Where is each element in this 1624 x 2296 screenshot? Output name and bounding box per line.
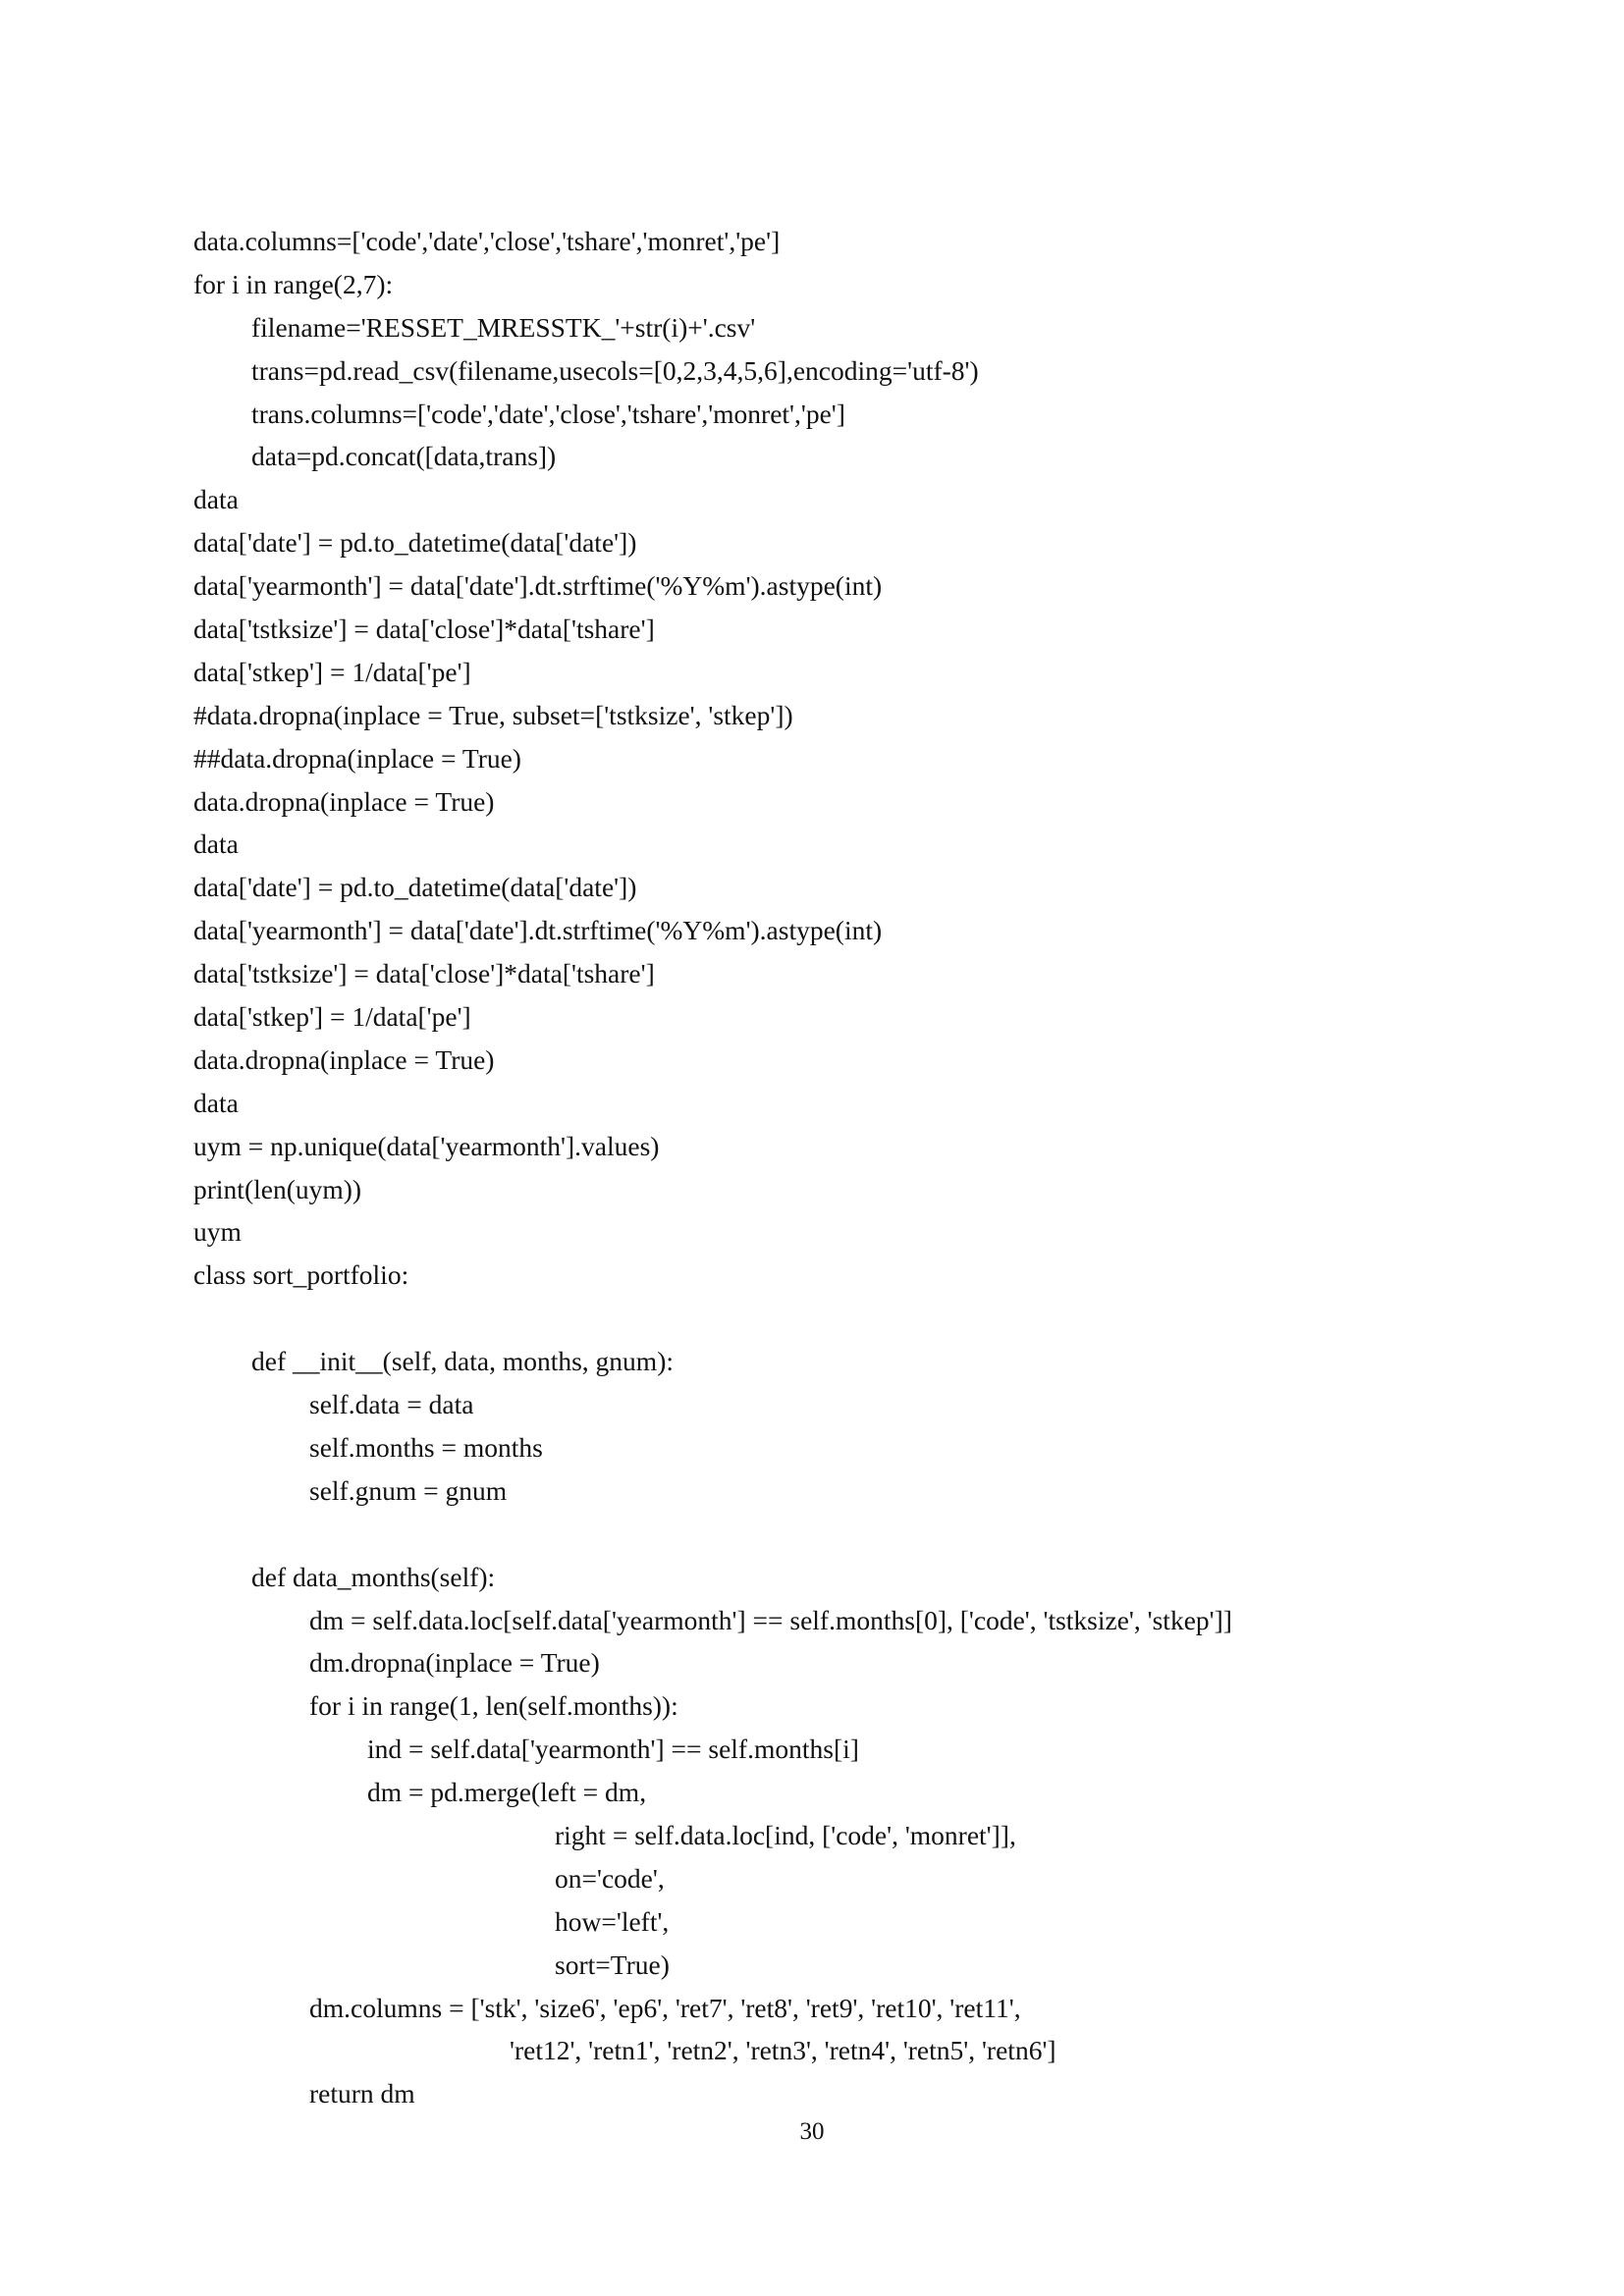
- code-line: dm.dropna(inplace = True): [309, 1647, 600, 1679]
- code-line: data.dropna(inplace = True): [193, 785, 495, 817]
- code-line: 'ret12', 'retn1', 'retn2', 'retn3', 'retn4', 'retn5', 'retn6']: [510, 2035, 1056, 2066]
- code-line: ind = self.data['yearmonth'] == self.months[i]: [367, 1734, 859, 1765]
- code-line: self.months = months: [309, 1431, 543, 1463]
- code-line: self.gnum = gnum: [309, 1474, 508, 1506]
- code-line: uym = np.unique(data['yearmonth'].values): [193, 1130, 660, 1161]
- code-line: for i in range(2,7):: [193, 268, 394, 299]
- code-line: data=pd.concat([data,trans]): [251, 441, 557, 472]
- code-line: def __init__(self, data, months, gnum):: [251, 1346, 674, 1377]
- code-line: print(len(uym)): [193, 1173, 362, 1204]
- blank-line: [193, 1297, 1470, 1340]
- code-line: return dm: [309, 2078, 415, 2109]
- code-line: data['tstksize'] = data['close']*data['tshare']: [193, 614, 655, 645]
- code-line: data: [193, 828, 239, 860]
- code-line: ##data.dropna(inplace = True): [193, 742, 521, 774]
- code-listing: [193, 220, 1470, 2115]
- code-line: #data.dropna(inplace = True, subset=['tstksize', 'stkep']): [193, 699, 793, 730]
- code-line: trans.columns=['code','date','close','tshare','monret','pe']: [251, 398, 845, 429]
- code-line: dm = self.data.loc[self.data['yearmonth'] == self.months[0], ['code', 'tstksize', 'stkep']]: [309, 1604, 1232, 1635]
- code-line: trans=pd.read_csv(filename,usecols=[0,2,3,4,5,6],encoding='utf-8'): [251, 354, 979, 386]
- code-line: data.columns=['code','date','close','tshare','monret','pe']: [193, 226, 781, 256]
- code-line: for i in range(1, len(self.months)):: [309, 1690, 678, 1722]
- code-line: how='left',: [555, 1905, 670, 1937]
- code-line: self.data = data: [309, 1389, 474, 1420]
- code-line: data['tstksize'] = data['close']*data['tshare']: [193, 958, 655, 989]
- code-line: sort=True): [555, 1949, 670, 1980]
- code-line: data: [193, 484, 239, 515]
- code-line: data['yearmonth'] = data['date'].dt.strftime('%Y%m').astype(int): [193, 915, 883, 946]
- code-line: data['yearmonth'] = data['date'].dt.strftime('%Y%m').astype(int): [193, 570, 883, 602]
- code-line: data['date'] = pd.to_datetime(data['date']): [193, 872, 637, 903]
- code-line: dm = pd.merge(left = dm,: [367, 1777, 647, 1808]
- code-line: uym: [193, 1216, 242, 1248]
- code-line: on='code',: [555, 1862, 665, 1894]
- page-number: 30: [799, 2118, 825, 2145]
- code-line: dm.columns = ['stk', 'size6', 'ep6', 'ret7', 'ret8', 'ret9', 'ret10', 'ret11',: [309, 1992, 1021, 2023]
- blank-line: [193, 1513, 1470, 1556]
- code-line: data: [193, 1087, 239, 1118]
- code-line: data['date'] = pd.to_datetime(data['date']): [193, 527, 637, 559]
- code-line: data.dropna(inplace = True): [193, 1043, 495, 1075]
- code-line: def data_months(self):: [251, 1561, 496, 1592]
- code-line: class sort_portfolio:: [193, 1259, 409, 1291]
- code-line: right = self.data.loc[ind, ['code', 'monret']],: [555, 1819, 1016, 1850]
- code-line: data['stkep'] = 1/data['pe']: [193, 656, 471, 687]
- code-line: filename='RESSET_MRESSTK_'+str(i)+'.csv': [251, 311, 756, 343]
- code-line: data['stkep'] = 1/data['pe']: [193, 1001, 471, 1033]
